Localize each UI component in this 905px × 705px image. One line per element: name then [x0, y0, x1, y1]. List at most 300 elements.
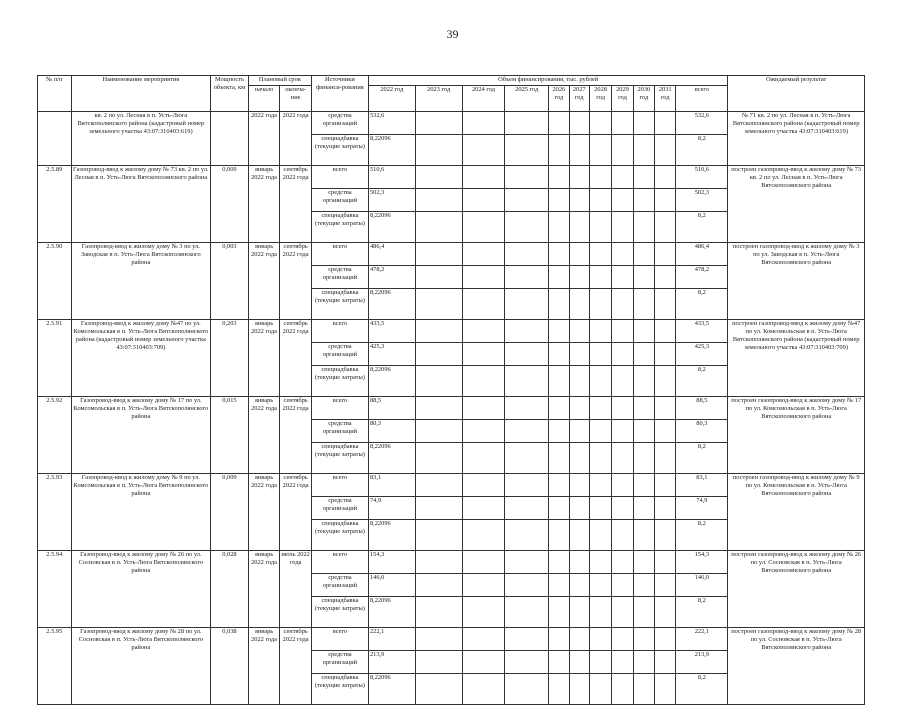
- year-empty-cell: [549, 166, 569, 189]
- table-row: [38, 551, 865, 574]
- year-empty-cell: [505, 289, 549, 320]
- year-empty-cell: [505, 189, 549, 212]
- year-empty-cell: [612, 112, 633, 135]
- year-empty-cell: [612, 366, 633, 397]
- year-empty-cell: [612, 497, 633, 520]
- total-cell: 8,2: [676, 289, 728, 320]
- table-row: [38, 112, 865, 135]
- year-empty-cell: [589, 366, 611, 397]
- year-empty-cell: [633, 497, 654, 520]
- year-empty-cell: [505, 397, 549, 420]
- term-start: январь 2022 года: [248, 474, 280, 551]
- header-term-start: начало: [248, 86, 280, 112]
- expected-result: № 71 кв. 2 по ул. Лесная в п. Усть-Люга Вятскополянского района (кадастровый номер земельного участка 43:07:310403:619): [728, 112, 865, 166]
- total-cell: 425,3: [676, 343, 728, 366]
- year-empty-cell: [549, 397, 569, 420]
- term-start: январь 2022 года: [248, 243, 280, 320]
- total-cell: 80,3: [676, 420, 728, 443]
- year-empty-cell: [633, 597, 654, 628]
- year-empty-cell: [505, 628, 549, 651]
- year-empty-cell: [589, 551, 611, 574]
- term-end: сентябрь 2022 года: [280, 243, 312, 320]
- source-cell: спецнадбавка (текущие затраты): [311, 135, 368, 166]
- header-total: всего: [676, 86, 728, 112]
- year-empty-cell: [415, 135, 462, 166]
- year-empty-cell: [549, 420, 569, 443]
- row-number: 2.5.94: [38, 551, 72, 628]
- event-name: Газопровод-ввод к жилому дому № 17 по ул. Комсомольская в п. Усть-Люга Вятскополянского района: [71, 397, 211, 474]
- year-empty-cell: [462, 289, 505, 320]
- year-2022-cell: 502,3: [368, 189, 415, 212]
- year-empty-cell: [633, 135, 654, 166]
- year-empty-cell: [569, 674, 589, 705]
- event-name: Газопровод-ввод к жилому дому №47 по ул. Комсомольская в п. Усть-Люга Вятскополянского района (кадастровый номер земельного участка 43:07:310403:709): [71, 320, 211, 397]
- year-empty-cell: [569, 289, 589, 320]
- term-start: январь 2022 года: [248, 397, 280, 474]
- year-empty-cell: [569, 628, 589, 651]
- year-empty-cell: [462, 551, 505, 574]
- header-year: 2025 год: [505, 86, 549, 112]
- year-empty-cell: [589, 212, 611, 243]
- header-volume: Объем финансирования, тыс. рублей: [368, 76, 727, 86]
- capacity-cell: 0,015: [211, 397, 249, 474]
- source-cell: спецнадбавка (текущие затраты): [311, 674, 368, 705]
- year-empty-cell: [612, 289, 633, 320]
- year-empty-cell: [589, 266, 611, 289]
- year-empty-cell: [569, 597, 589, 628]
- header-year: 2028 год: [589, 86, 611, 112]
- year-empty-cell: [655, 420, 676, 443]
- year-empty-cell: [505, 166, 549, 189]
- year-2022-cell: 8,22096: [368, 366, 415, 397]
- row-number: 2.5.92: [38, 397, 72, 474]
- year-empty-cell: [549, 628, 569, 651]
- year-empty-cell: [612, 212, 633, 243]
- event-name: Газопровод-ввод к жилому дому № 28 по ул. Сосновская в п. Усть-Люга Вятскополянского района: [71, 628, 211, 705]
- source-cell: средства организаций: [311, 651, 368, 674]
- year-empty-cell: [505, 597, 549, 628]
- year-empty-cell: [612, 628, 633, 651]
- year-empty-cell: [549, 674, 569, 705]
- year-empty-cell: [589, 674, 611, 705]
- event-name: Газопровод-ввод к жилому дому № 73 кв. 2 по ул. Лесная в п. Усть-Люга Вятскополянского района: [71, 166, 211, 243]
- term-start: январь 2022 года: [248, 551, 280, 628]
- year-empty-cell: [655, 674, 676, 705]
- year-empty-cell: [505, 112, 549, 135]
- year-empty-cell: [655, 243, 676, 266]
- year-empty-cell: [589, 628, 611, 651]
- year-empty-cell: [589, 443, 611, 474]
- year-empty-cell: [415, 551, 462, 574]
- year-empty-cell: [612, 574, 633, 597]
- year-empty-cell: [549, 574, 569, 597]
- total-cell: 222,1: [676, 628, 728, 651]
- header-num: № п/п: [38, 76, 72, 112]
- table-row: [38, 320, 865, 343]
- expected-result: построен газопровод-ввод к жилому дому № 3 по ул. Заводская в п. Усть-Люга Вятскополянского района: [728, 243, 865, 320]
- year-empty-cell: [462, 574, 505, 597]
- year-empty-cell: [655, 212, 676, 243]
- year-empty-cell: [505, 420, 549, 443]
- table-header-row: [38, 76, 865, 86]
- year-empty-cell: [633, 343, 654, 366]
- year-empty-cell: [589, 112, 611, 135]
- year-empty-cell: [549, 212, 569, 243]
- year-2022-cell: 8,22096: [368, 212, 415, 243]
- header-year: 2022 год: [368, 86, 415, 112]
- term-start: январь 2022 года: [248, 628, 280, 705]
- year-empty-cell: [633, 651, 654, 674]
- year-empty-cell: [505, 551, 549, 574]
- year-empty-cell: [462, 343, 505, 366]
- capacity-cell: 0,028: [211, 551, 249, 628]
- year-empty-cell: [569, 443, 589, 474]
- expected-result: построен газопровод-ввод к жилому дому №47 по ул. Комсомольская в п. Усть-Люга Вятскополянского района (кадастровый номер земельного участка 43:07:310403:709): [728, 320, 865, 397]
- year-empty-cell: [655, 189, 676, 212]
- year-empty-cell: [415, 166, 462, 189]
- expected-result: построен газопровод-ввод к жилому дому № 17 по ул. Комсомольская в п. Усть-Люга Вятскополянского района: [728, 397, 865, 474]
- total-cell: 154,3: [676, 551, 728, 574]
- year-empty-cell: [633, 289, 654, 320]
- year-empty-cell: [612, 443, 633, 474]
- source-cell: средства организаций: [311, 189, 368, 212]
- total-cell: 8,2: [676, 520, 728, 551]
- year-empty-cell: [655, 135, 676, 166]
- year-empty-cell: [633, 551, 654, 574]
- header-year: 2030 год: [633, 86, 654, 112]
- year-2022-cell: 510,6: [368, 166, 415, 189]
- event-name: Газопровод-ввод к жилому дому № 3 по ул. Заводская в п. Усть-Люга Вятскополянского района: [71, 243, 211, 320]
- header-year: 2024 год: [462, 86, 505, 112]
- term-start: январь 2022 года: [248, 166, 280, 243]
- table-row: [38, 628, 865, 651]
- year-empty-cell: [549, 343, 569, 366]
- source-cell: всего: [311, 243, 368, 266]
- year-empty-cell: [633, 166, 654, 189]
- event-name: Газопровод-ввод к жилому дому № 9 по ул. Комсомольская в п. Усть-Люга Вятскополянского района: [71, 474, 211, 551]
- term-end: сентябрь 2022 года: [280, 474, 312, 551]
- year-empty-cell: [655, 520, 676, 551]
- year-2022-cell: 8,22096: [368, 135, 415, 166]
- source-cell: всего: [311, 166, 368, 189]
- year-empty-cell: [505, 366, 549, 397]
- year-empty-cell: [415, 474, 462, 497]
- year-empty-cell: [505, 135, 549, 166]
- year-empty-cell: [462, 366, 505, 397]
- year-empty-cell: [569, 135, 589, 166]
- year-2022-cell: 8,22096: [368, 289, 415, 320]
- year-empty-cell: [612, 397, 633, 420]
- year-empty-cell: [462, 320, 505, 343]
- year-empty-cell: [655, 289, 676, 320]
- year-empty-cell: [462, 443, 505, 474]
- year-empty-cell: [612, 520, 633, 551]
- year-empty-cell: [505, 574, 549, 597]
- capacity-cell: 0,038: [211, 628, 249, 705]
- year-empty-cell: [549, 551, 569, 574]
- capacity-cell: 0,009: [211, 474, 249, 551]
- table-row: [38, 243, 865, 266]
- year-empty-cell: [589, 166, 611, 189]
- row-number: 2.5.91: [38, 320, 72, 397]
- header-term: Плановый срок: [248, 76, 311, 86]
- year-empty-cell: [589, 189, 611, 212]
- total-cell: 8,2: [676, 212, 728, 243]
- year-2022-cell: 532,6: [368, 112, 415, 135]
- year-empty-cell: [569, 397, 589, 420]
- header-capacity: Мощность объекта, км: [211, 76, 249, 112]
- year-empty-cell: [655, 474, 676, 497]
- year-empty-cell: [655, 366, 676, 397]
- year-empty-cell: [655, 112, 676, 135]
- source-cell: спецнадбавка (текущие затраты): [311, 520, 368, 551]
- term-start: январь 2022 года: [248, 320, 280, 397]
- total-cell: 8,2: [676, 674, 728, 705]
- total-cell: 146,0: [676, 574, 728, 597]
- total-cell: 83,1: [676, 474, 728, 497]
- year-empty-cell: [415, 397, 462, 420]
- year-empty-cell: [589, 497, 611, 520]
- term-end: июль 2022 года: [280, 551, 312, 628]
- year-2022-cell: 478,2: [368, 266, 415, 289]
- table-row: [38, 474, 865, 497]
- capacity-cell: [211, 112, 249, 166]
- year-empty-cell: [415, 651, 462, 674]
- total-cell: 8,2: [676, 366, 728, 397]
- year-empty-cell: [549, 243, 569, 266]
- source-cell: средства организаций: [311, 497, 368, 520]
- total-cell: 510,6: [676, 166, 728, 189]
- year-empty-cell: [415, 497, 462, 520]
- year-empty-cell: [549, 189, 569, 212]
- year-empty-cell: [462, 189, 505, 212]
- year-empty-cell: [505, 212, 549, 243]
- year-empty-cell: [549, 497, 569, 520]
- year-empty-cell: [415, 189, 462, 212]
- year-empty-cell: [415, 112, 462, 135]
- header-result: Ожидаемый результат: [728, 76, 865, 112]
- year-empty-cell: [415, 674, 462, 705]
- year-empty-cell: [633, 574, 654, 597]
- financing-table: [37, 75, 865, 705]
- year-empty-cell: [462, 497, 505, 520]
- year-empty-cell: [612, 266, 633, 289]
- page-number: 39: [446, 27, 459, 41]
- row-number: 2.5.89: [38, 166, 72, 243]
- year-empty-cell: [633, 189, 654, 212]
- year-empty-cell: [415, 266, 462, 289]
- year-empty-cell: [612, 166, 633, 189]
- term-end: сентябрь 2022 года: [280, 397, 312, 474]
- year-empty-cell: [569, 243, 589, 266]
- year-empty-cell: [612, 343, 633, 366]
- year-empty-cell: [549, 266, 569, 289]
- year-empty-cell: [549, 366, 569, 397]
- year-empty-cell: [589, 397, 611, 420]
- source-cell: всего: [311, 397, 368, 420]
- year-empty-cell: [633, 443, 654, 474]
- total-cell: 486,4: [676, 243, 728, 266]
- year-empty-cell: [655, 397, 676, 420]
- year-empty-cell: [589, 474, 611, 497]
- table-row: [38, 166, 865, 189]
- year-empty-cell: [612, 551, 633, 574]
- year-empty-cell: [655, 597, 676, 628]
- source-cell: средства организаций: [311, 266, 368, 289]
- total-cell: 213,9: [676, 651, 728, 674]
- year-empty-cell: [415, 366, 462, 397]
- year-empty-cell: [569, 166, 589, 189]
- year-empty-cell: [633, 397, 654, 420]
- header-year: 2029 год: [612, 86, 633, 112]
- year-empty-cell: [415, 420, 462, 443]
- year-2022-cell: 8,22096: [368, 520, 415, 551]
- year-2022-cell: 8,22096: [368, 597, 415, 628]
- year-empty-cell: [569, 520, 589, 551]
- year-empty-cell: [569, 266, 589, 289]
- total-cell: 8,2: [676, 135, 728, 166]
- source-cell: спецнадбавка (текущие затраты): [311, 289, 368, 320]
- term-end: сентябрь 2022 года: [280, 166, 312, 243]
- year-empty-cell: [569, 112, 589, 135]
- expected-result: построен газопровод-ввод к жилому дому № 9 по ул. Комсомольская в п. Усть-Люга Вятскополянского района: [728, 474, 865, 551]
- year-empty-cell: [633, 243, 654, 266]
- source-cell: средства организаций: [311, 574, 368, 597]
- source-cell: всего: [311, 628, 368, 651]
- header-year: 2027 год: [569, 86, 589, 112]
- year-2022-cell: 486,4: [368, 243, 415, 266]
- year-empty-cell: [569, 574, 589, 597]
- year-empty-cell: [549, 474, 569, 497]
- year-empty-cell: [655, 628, 676, 651]
- year-empty-cell: [589, 320, 611, 343]
- year-empty-cell: [633, 366, 654, 397]
- capacity-cell: 0,009: [211, 166, 249, 243]
- total-cell: 8,2: [676, 597, 728, 628]
- year-empty-cell: [612, 189, 633, 212]
- year-empty-cell: [462, 651, 505, 674]
- total-cell: 478,2: [676, 266, 728, 289]
- year-empty-cell: [462, 597, 505, 628]
- term-start: 2022 года: [248, 112, 280, 166]
- total-cell: 433,5: [676, 320, 728, 343]
- year-empty-cell: [415, 320, 462, 343]
- year-empty-cell: [415, 443, 462, 474]
- year-2022-cell: 433,5: [368, 320, 415, 343]
- year-empty-cell: [612, 243, 633, 266]
- year-empty-cell: [462, 420, 505, 443]
- row-number: 2.5.90: [38, 243, 72, 320]
- year-empty-cell: [655, 343, 676, 366]
- year-empty-cell: [462, 628, 505, 651]
- year-empty-cell: [415, 343, 462, 366]
- year-empty-cell: [462, 397, 505, 420]
- total-cell: 74,9: [676, 497, 728, 520]
- year-empty-cell: [633, 266, 654, 289]
- year-empty-cell: [569, 212, 589, 243]
- year-empty-cell: [505, 497, 549, 520]
- year-empty-cell: [633, 112, 654, 135]
- year-empty-cell: [633, 474, 654, 497]
- header-name: Наименование мероприятия: [71, 76, 211, 112]
- source-cell: всего: [311, 320, 368, 343]
- year-empty-cell: [612, 674, 633, 705]
- year-empty-cell: [569, 474, 589, 497]
- year-empty-cell: [589, 343, 611, 366]
- expected-result: построен газопровод-ввод к жилому дому № 73 кв. 2 по ул. Лесная в п. Усть-Люга Вятскополянского района: [728, 166, 865, 243]
- year-empty-cell: [549, 320, 569, 343]
- row-number: [38, 112, 72, 166]
- source-cell: средства организаций: [311, 420, 368, 443]
- year-empty-cell: [549, 520, 569, 551]
- year-2022-cell: 74,9: [368, 497, 415, 520]
- year-empty-cell: [462, 266, 505, 289]
- total-cell: 8,2: [676, 443, 728, 474]
- year-empty-cell: [549, 597, 569, 628]
- capacity-cell: 0,003: [211, 243, 249, 320]
- source-cell: средства организаций: [311, 343, 368, 366]
- year-empty-cell: [505, 243, 549, 266]
- table-row: [38, 397, 865, 420]
- year-empty-cell: [569, 189, 589, 212]
- year-2022-cell: 8,22096: [368, 674, 415, 705]
- year-empty-cell: [633, 212, 654, 243]
- year-empty-cell: [612, 420, 633, 443]
- year-2022-cell: 154,3: [368, 551, 415, 574]
- expected-result: построен газопровод-ввод к жилому дому № 28 по ул. Сосновская в п. Усть-Люга Вятскополянского района: [728, 628, 865, 705]
- year-2022-cell: 425,3: [368, 343, 415, 366]
- year-empty-cell: [569, 651, 589, 674]
- year-2022-cell: 88,5: [368, 397, 415, 420]
- year-empty-cell: [569, 420, 589, 443]
- year-empty-cell: [415, 243, 462, 266]
- source-cell: спецнадбавка (текущие затраты): [311, 366, 368, 397]
- total-cell: 502,3: [676, 189, 728, 212]
- year-empty-cell: [633, 320, 654, 343]
- year-empty-cell: [415, 628, 462, 651]
- year-empty-cell: [569, 320, 589, 343]
- event-name: кв. 2 по ул. Лесная в п. Усть-Люга Вятскополянского района (кадастровый номер земельного участка 43:07:310403:619): [71, 112, 211, 166]
- year-empty-cell: [505, 474, 549, 497]
- year-empty-cell: [415, 574, 462, 597]
- year-empty-cell: [612, 135, 633, 166]
- header-term-end: оконча-ние: [280, 86, 312, 112]
- year-empty-cell: [462, 520, 505, 551]
- event-name: Газопровод-ввод к жилому дому № 26 по ул. Сосновская в п. Усть-Люга Вятскополянского района: [71, 551, 211, 628]
- year-empty-cell: [505, 320, 549, 343]
- total-cell: 88,5: [676, 397, 728, 420]
- total-cell: 532,6: [676, 112, 728, 135]
- year-empty-cell: [589, 574, 611, 597]
- year-2022-cell: 8,22096: [368, 443, 415, 474]
- year-empty-cell: [462, 243, 505, 266]
- year-empty-cell: [549, 289, 569, 320]
- year-empty-cell: [462, 474, 505, 497]
- year-empty-cell: [655, 443, 676, 474]
- header-year: 2031 год: [655, 86, 676, 112]
- year-empty-cell: [569, 551, 589, 574]
- source-cell: средства организаций: [311, 112, 368, 135]
- source-cell: спецнадбавка (текущие затраты): [311, 597, 368, 628]
- source-cell: спецнадбавка (текущие затраты): [311, 212, 368, 243]
- year-empty-cell: [589, 135, 611, 166]
- term-end: 2022 года: [280, 112, 312, 166]
- year-empty-cell: [549, 651, 569, 674]
- year-empty-cell: [633, 520, 654, 551]
- year-empty-cell: [505, 674, 549, 705]
- year-empty-cell: [655, 320, 676, 343]
- year-empty-cell: [462, 112, 505, 135]
